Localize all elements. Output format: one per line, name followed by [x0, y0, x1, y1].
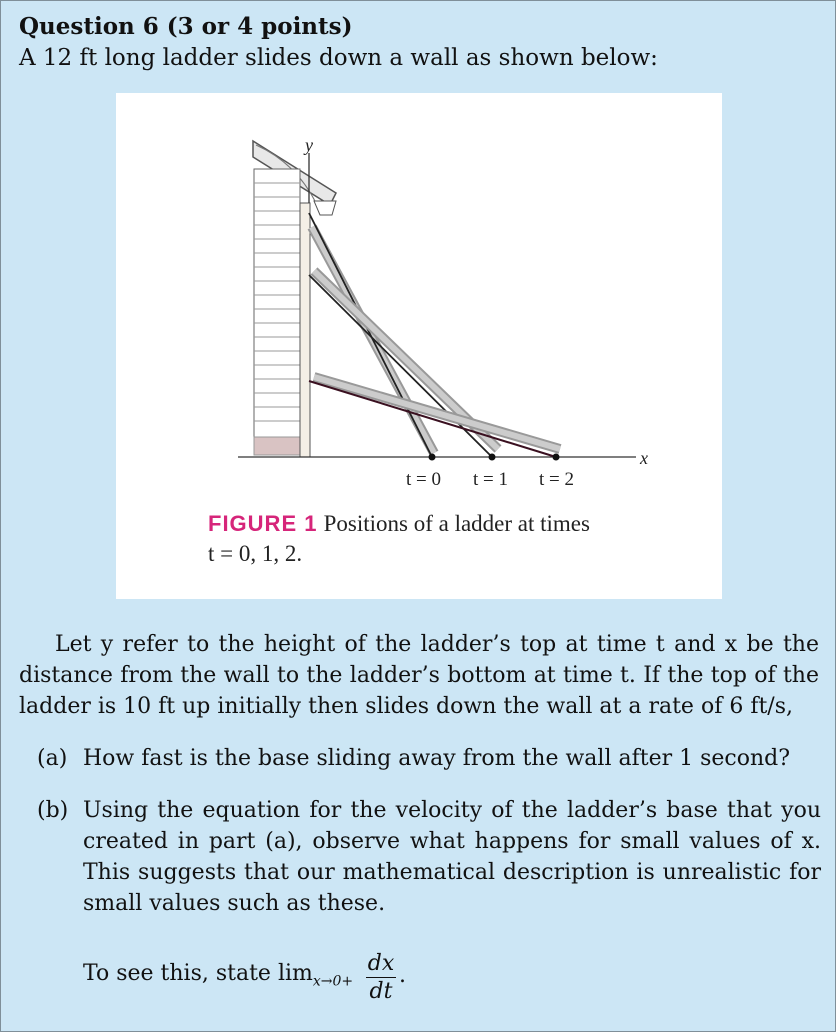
derivative-fraction [366, 951, 396, 1006]
fraction-numerator: dx [367, 951, 395, 976]
part-a-label: (a) [37, 746, 68, 771]
problem-paragraph [19, 629, 819, 722]
problem-paragraph-text: Let y refer to the height of the ladder’s top at time t and x be the distance from the wall to the ladder’s bottom at time t. If the top of the ladder is 10 ft up initially then slides down the wall at a rate of 6 ft/s, [19, 632, 819, 719]
limit-statement [83, 961, 353, 989]
figure-caption-label: FIGURE 1 [208, 511, 318, 536]
question-intro: A 12 ft long ladder slides down a wall as shown below: [19, 45, 658, 71]
figure-caption-line2: t = 0, 1, 2. [208, 541, 303, 566]
part-a-text: How fast is the base sliding away from the wall after 1 second? [83, 746, 791, 771]
wall-siding [254, 169, 300, 445]
fraction-denominator: dt [369, 979, 393, 1004]
x-axis-label: x [640, 448, 648, 468]
ladder-figure [116, 93, 722, 599]
limit-suffix: . [399, 963, 406, 988]
time-label-t2: t = 2 [539, 469, 574, 490]
y-axis-label: y [305, 135, 313, 155]
part-b-text: Using the equation for the velocity of the ladder’s base that you created in part (a), observe what happens for small values of x. This suggests that our mathematical description is unrealistic for small values such as these. [83, 798, 821, 916]
gutter [314, 201, 336, 215]
brick-base [254, 437, 300, 455]
limit-subscript: x→0+ [312, 973, 354, 990]
figure-caption [208, 509, 590, 569]
time-label-t1: t = 1 [473, 469, 508, 490]
ladder-t1 [309, 271, 498, 461]
time-label-t0: t = 0 [406, 469, 441, 490]
limit-prefix: To see this, state lim [83, 961, 313, 986]
figure-caption-text: Positions of a ladder at times [323, 511, 590, 536]
part-b-label: (b) [37, 798, 69, 823]
part-b [37, 795, 821, 925]
question-title: Question 6 (3 or 4 points) [19, 13, 353, 40]
part-a [37, 743, 821, 777]
wall-corner [300, 203, 310, 457]
